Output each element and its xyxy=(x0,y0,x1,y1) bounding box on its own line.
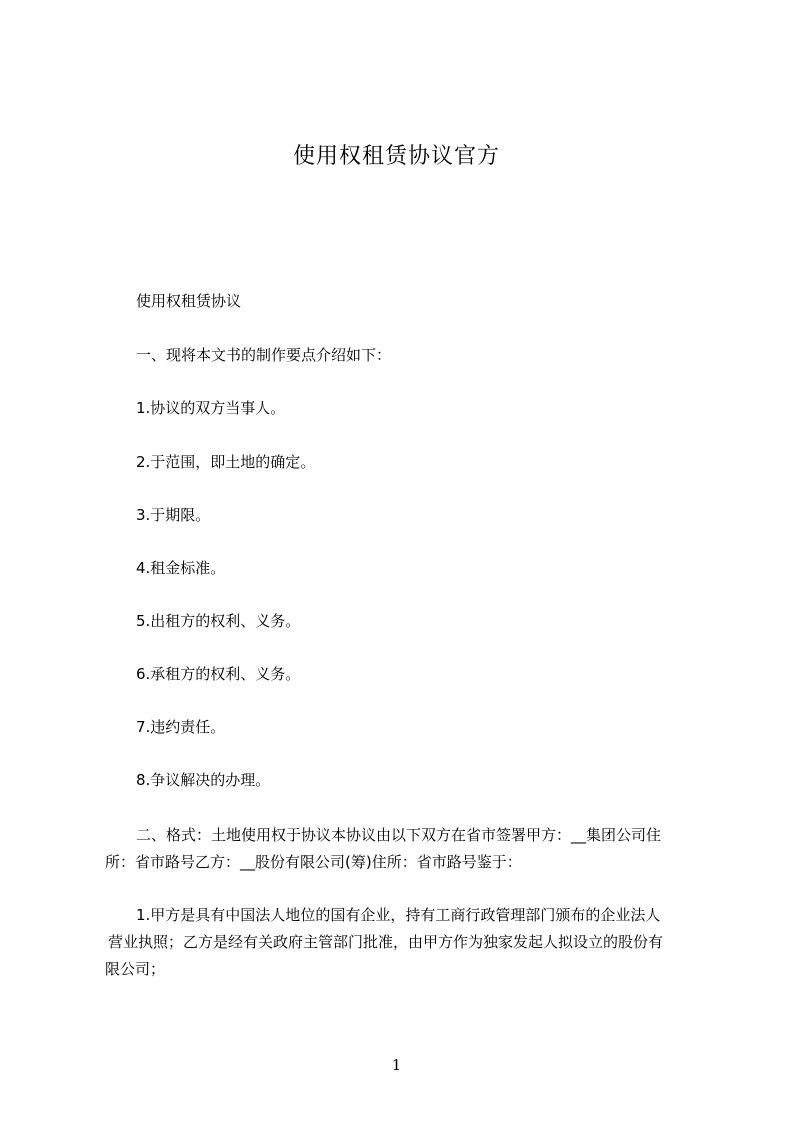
list-item: 6.承租方的权利、义务。 xyxy=(136,665,301,683)
list-item: 5.出租方的权利、义务。 xyxy=(136,612,301,630)
document-title: 使用权租赁协议官方 xyxy=(292,144,500,169)
list-item: 7.违约责任。 xyxy=(136,718,226,736)
page-number: 1 xyxy=(391,1056,402,1074)
list-item: 1.协议的双方当事人。 xyxy=(136,399,286,417)
clause1-line: 限公司； xyxy=(105,960,166,978)
section1-heading: 一、现将本文书的制作要点介绍如下： xyxy=(136,346,392,364)
list-item: 4.租金标准。 xyxy=(136,559,226,577)
section2-line: 二、格式：土地使用权于协议本协议由以下双方在省市签署甲方：__集团公司住 xyxy=(136,826,662,844)
list-item: 8.争议解决的办理。 xyxy=(136,771,271,789)
list-item: 2.于范围，即土地的确定。 xyxy=(136,453,316,471)
clause1-line: 1.甲方是具有中国法人地位的国有企业，持有工商行政管理部门颁布的企业法人 xyxy=(136,906,661,924)
list-item: 3.于期限。 xyxy=(136,506,211,524)
section2-line: 所：省市路号乙方：__股份有限公司(筹)住所：省市路号鉴于： xyxy=(105,853,522,871)
clause1-line: 营业执照；乙方是经有关政府主管部门批准，由甲方作为独家发起人拟设立的股份有 xyxy=(108,933,664,951)
document-subtitle: 使用权租赁协议 xyxy=(136,292,242,310)
section2-paragraph xyxy=(105,822,705,876)
clause1-paragraph xyxy=(105,902,705,983)
